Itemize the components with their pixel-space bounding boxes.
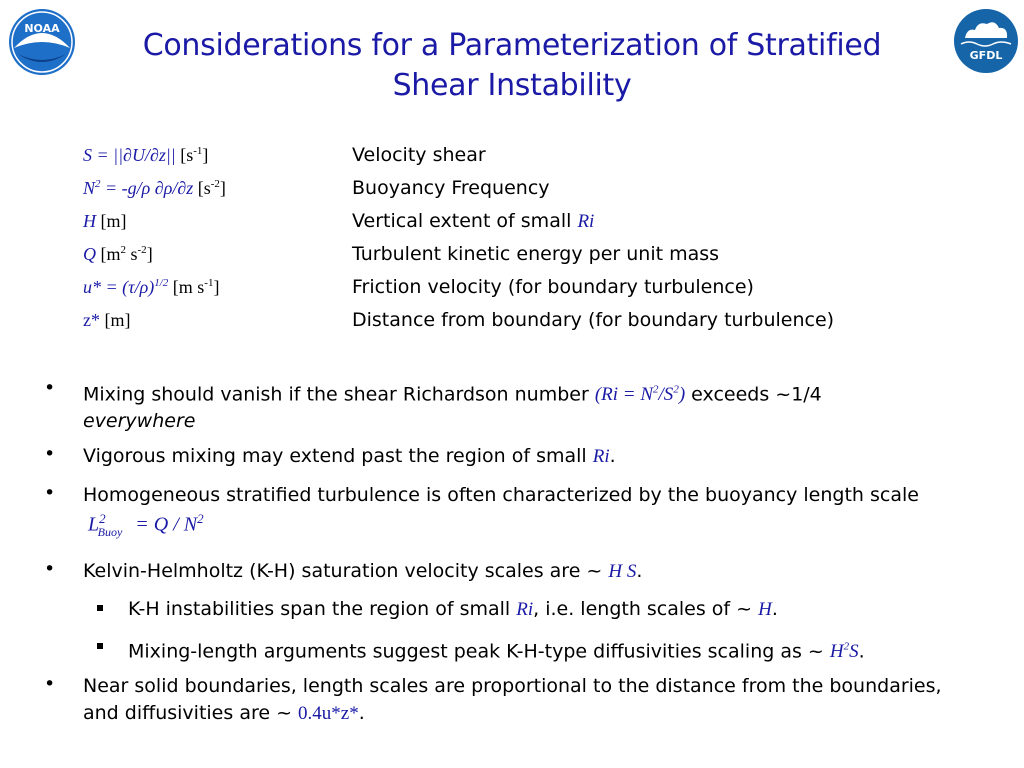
def-desc-tke: Turbulent kinetic energy per unit mass [352, 243, 720, 265]
def-symbol-shear: S = ||∂U/∂z|| $[s^{-1}]$ [83, 145, 209, 165]
bullet-richardson: Mixing should vanish if the shear Richardson number $(Ri = N^2/S^2)$ exceeds ~1/4 everywhere [83, 383, 822, 433]
bullet-kh-velocity: Kelvin-Helmholtz (K-H) saturation velocity scales are ~ H S. [83, 560, 643, 582]
bullet-boundaries: Near solid boundaries, length scales are proportional to the distance from the boundaries, and diffusivities are ~ 0.4u*z*. [83, 675, 942, 724]
bullet-dot: • [44, 482, 56, 504]
def-symbol-distance: z* [m] [83, 310, 131, 330]
bullet-vigorous: Vigorous mixing may extend past the region of small Ri. [83, 445, 616, 467]
def-desc-distance: Distance from boundary (for boundary turbulence) [352, 309, 835, 331]
def-desc-shear: Velocity shear [352, 144, 486, 166]
noaa-logo-text: NOAA [24, 22, 60, 35]
slide-title-line2: Shear Instability [392, 68, 632, 103]
sub-bullet-square [97, 605, 103, 611]
def-desc-friction: Friction velocity (for boundary turbulence) [352, 276, 754, 298]
def-symbol-friction: $u* = (\tau/\rho)^{1/2}$ [m $s^{-1}$] [83, 277, 220, 297]
noaa-logo [8, 8, 76, 76]
def-desc-height: Vertical extent of small Ri [352, 210, 595, 232]
sub-bullet-kh-span: K-H instabilities span the region of small Ri, i.e. length scales of ~ H. [128, 598, 778, 620]
slide-title-line1: Considerations for a Parameterization of Stratified [142, 28, 882, 63]
bullet-dot: • [44, 673, 56, 695]
def-symbol-tke: Q [$m^2$ $s^{-2}$] [83, 244, 153, 264]
def-symbol-height: H [m] [83, 211, 127, 231]
def-symbol-buoyancy: $N^2 = -g/\rho$ ∂ρ/∂z $[s^{-2}]$ [83, 178, 226, 198]
slide-title [100, 26, 924, 106]
def-desc-buoyancy: Buoyancy Frequency [352, 177, 550, 199]
bullet-dot: • [44, 377, 56, 399]
bullet-dot: • [44, 443, 56, 465]
bullet-buoyancy-length: Homogeneous stratified turbulence is often characterized by the buoyancy length scale [83, 484, 919, 506]
gfdl-logo [953, 8, 1019, 74]
gfdl-logo-text: GFDL [969, 49, 1003, 62]
sub-bullet-square [97, 643, 103, 649]
bullet-dot: • [44, 558, 56, 580]
buoyancy-length-formula: $L^2_{Buoy} = Q / N^2$ [88, 511, 204, 539]
sub-bullet-mixing-length: Mixing-length arguments suggest peak K-H-type diffusivities scaling as ~ $H^2S$. [128, 640, 865, 663]
